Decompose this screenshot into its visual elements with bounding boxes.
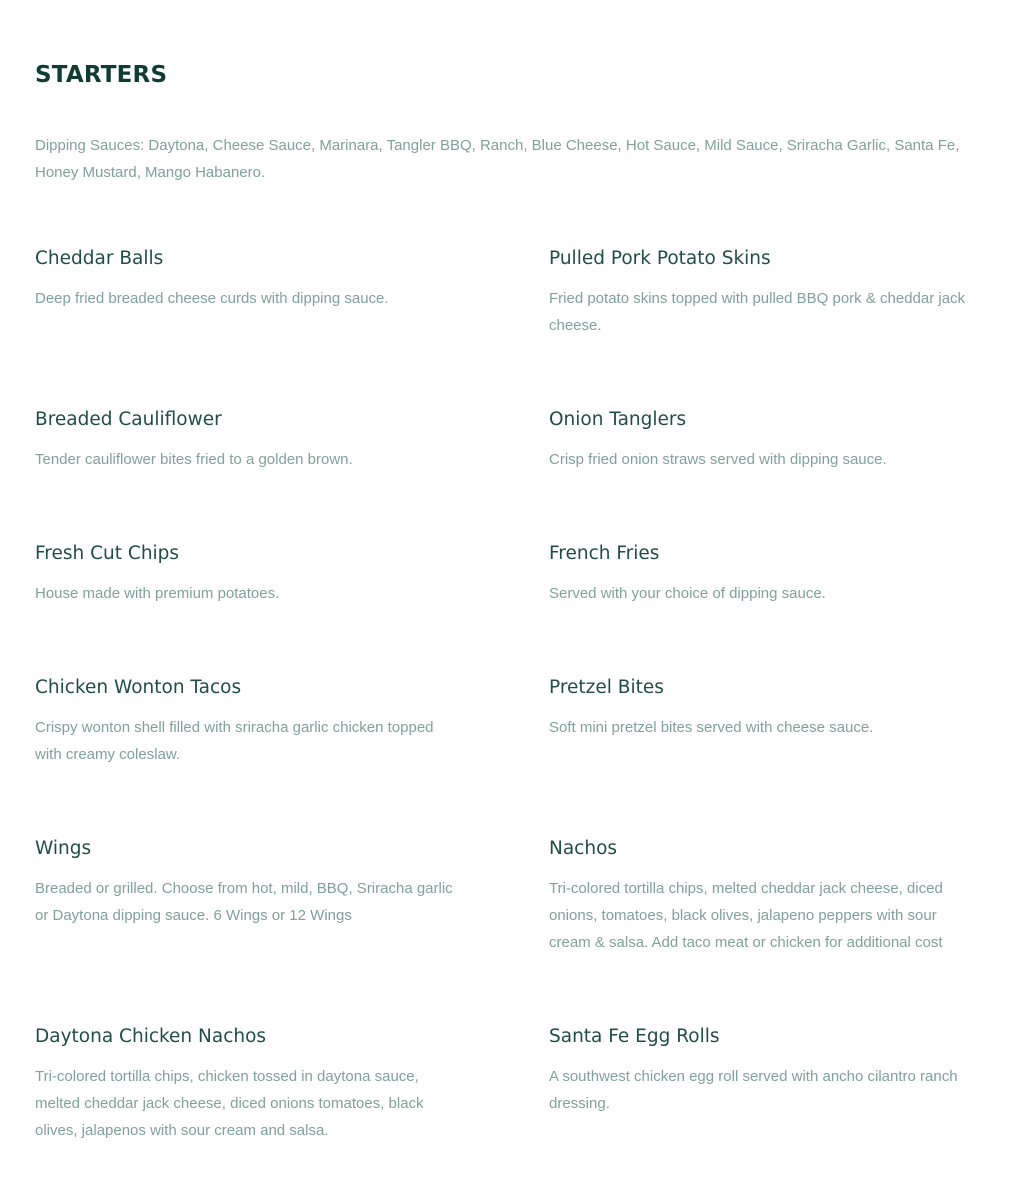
menu-item-description: Breaded or grilled. Choose from hot, mild, BBQ, Sriracha garlic or Daytona dipping sauce. 6 Wings or 12 Wings (35, 880, 453, 924)
menu-item-nachos (549, 836, 980, 956)
menu-item-santa-fe-egg-rolls (549, 1024, 980, 1117)
menu-item-chicken-wonton-tacos (35, 675, 460, 768)
menu-item-name: Fresh Cut Chips (35, 543, 180, 564)
menu-item-description: Tri-colored tortilla chips, chicken tossed in daytona sauce, melted cheddar jack cheese, diced onions tomatoes, black olives, jalapenos with sour cream and salsa. (35, 1068, 424, 1139)
menu-row (35, 836, 980, 951)
menu-item-daytona-chicken-nachos (35, 1024, 460, 1144)
menu-item-description: House made with premium potatoes. (35, 585, 280, 602)
menu-item-description: Served with your choice of dipping sauce. (549, 585, 826, 602)
menu-item-pretzel-bites (549, 675, 980, 741)
menu-row (35, 1024, 980, 1144)
menu-item-name: French Fries (549, 543, 660, 564)
menu-row (35, 407, 980, 473)
menu-item-name: Pulled Pork Potato Skins (549, 248, 771, 269)
menu-item-cheddar-balls (35, 246, 460, 312)
menu-row (35, 246, 980, 334)
menu-item-description: Crisp fried onion straws served with dipping sauce. (549, 451, 887, 468)
menu-item-name: Cheddar Balls (35, 248, 164, 269)
menu-row (35, 675, 980, 768)
menu-item-name: Santa Fe Egg Rolls (549, 1026, 720, 1047)
menu-item-breaded-cauliflower (35, 407, 460, 473)
menu-item-description: A southwest chicken egg roll served with ancho cilantro ranch dressing. (549, 1068, 958, 1112)
menu-item-description: Fried potato skins topped with pulled BBQ pork & cheddar jack cheese. (549, 290, 966, 334)
menu-item-name: Onion Tanglers (549, 409, 687, 430)
menu-item-name: Chicken Wonton Tacos (35, 677, 242, 698)
menu-item-name: Nachos (549, 838, 618, 859)
menu-item-name: Daytona Chicken Nachos (35, 1026, 267, 1047)
menu-item-name: Breaded Cauliflower (35, 409, 222, 430)
menu-item-description: Deep fried breaded cheese curds with dipping sauce. (35, 290, 389, 307)
menu-item-name: Wings (35, 838, 92, 859)
dipping-sauces-text: Dipping Sauces: Daytona, Cheese Sauce, Marinara, Tangler BBQ, Ranch, Blue Cheese, Hot Sauce, Mild Sauce, Sriracha Garlic, Santa Fe, Honey Mustard, Mango Habanero. (35, 137, 960, 181)
menu-item-description: Tender cauliflower bites fried to a golden brown. (35, 451, 353, 468)
menu-item-onion-tanglers (549, 407, 980, 473)
menu-item-pulled-pork-potato-skins (549, 246, 980, 339)
menu-row (35, 541, 980, 607)
menu-item-description: Tri-colored tortilla chips, melted cheddar jack cheese, diced onions, tomatoes, black olives, jalapeno peppers with sour cream & salsa. Add taco meat or chicken for additional cost (549, 880, 943, 951)
menu-item-name: Pretzel Bites (549, 677, 664, 698)
section-title: STARTERS (35, 62, 168, 88)
menu-item-description: Crispy wonton shell filled with sriracha garlic chicken topped with creamy coleslaw. (35, 719, 434, 763)
menu-item-wings (35, 836, 460, 929)
menu-item-french-fries (549, 541, 980, 607)
menu-item-fresh-cut-chips (35, 541, 460, 607)
menu-item-description: Soft mini pretzel bites served with cheese sauce. (549, 719, 874, 736)
